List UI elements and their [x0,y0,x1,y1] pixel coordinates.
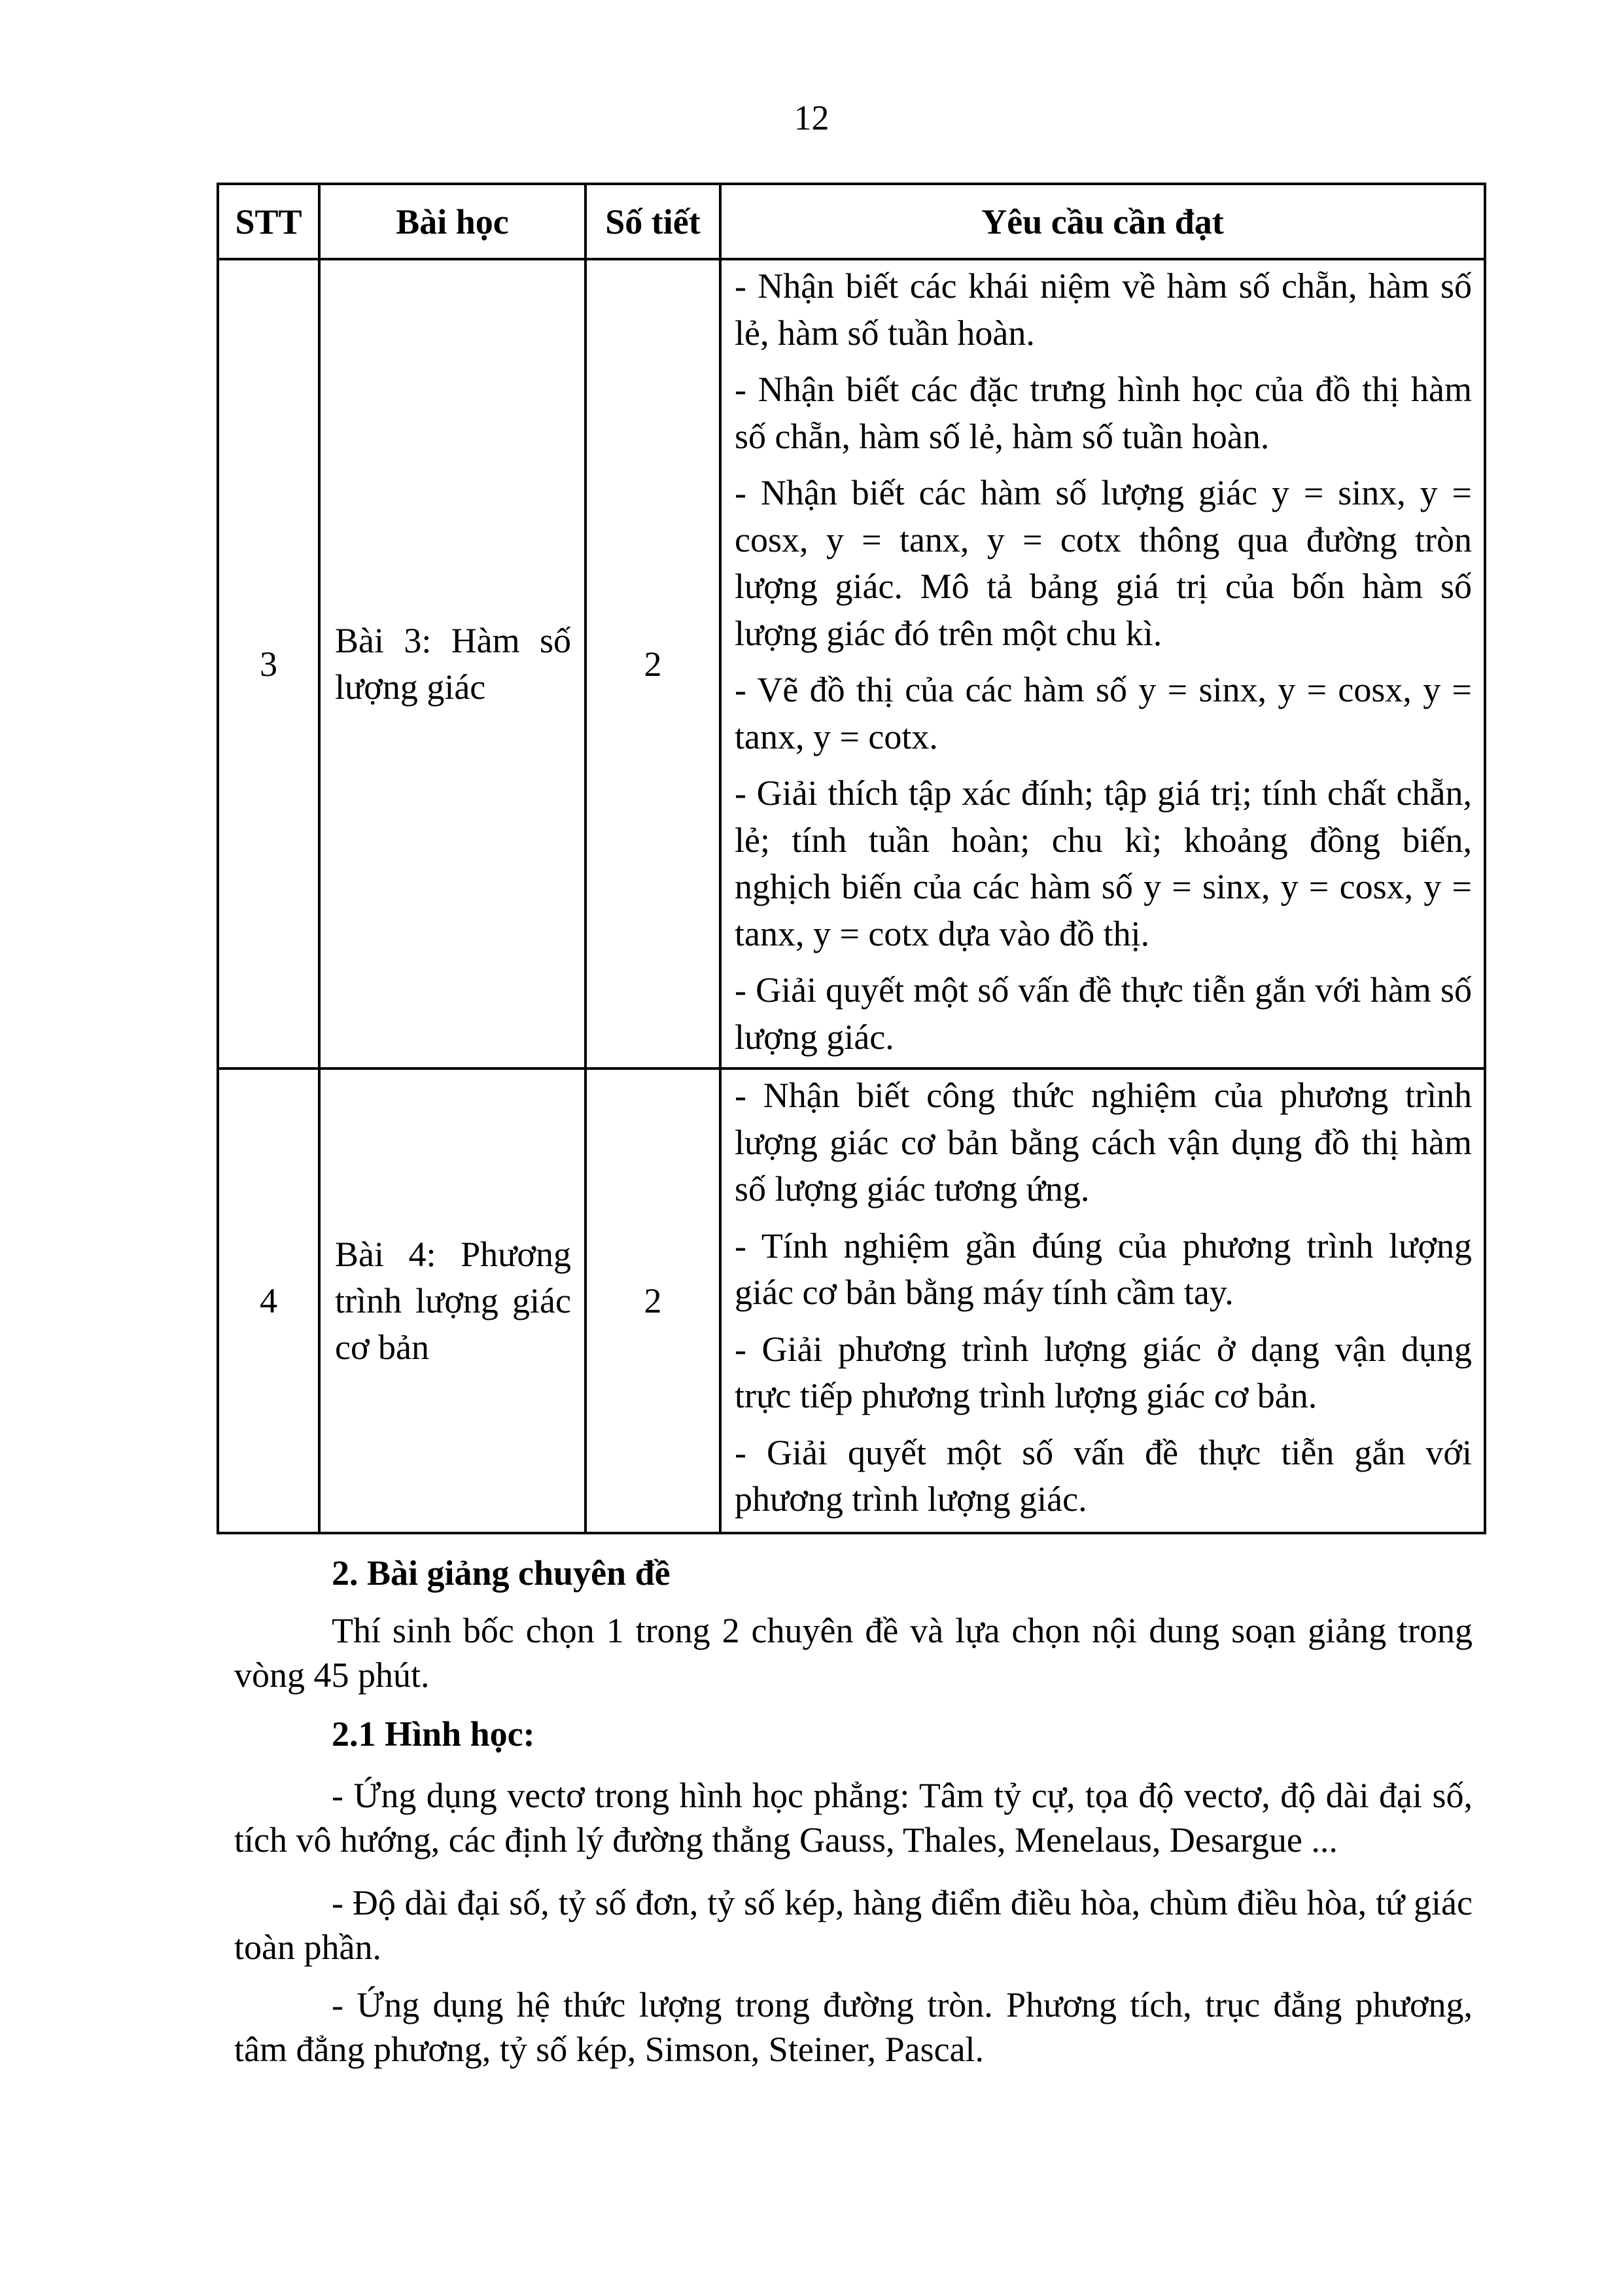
lesson-line: lượng giác [335,667,486,707]
lesson-line: trình lượng giác [335,1280,571,1320]
topic-item: - Ứng dụng hệ thức lượng trong đường tròn. Phương tích, trục đẳng phương, tâm đẳng phương, tỷ số kép, Simson, Steiner, Pascal. [234,1985,1473,2069]
row-requirements [720,259,1485,1069]
header-lesson: Bài học [319,184,585,259]
requirement-item: - Giải phương trình lượng giác ở dạng vận dụng trực tiếp phương trình lượng giác cơ bản. [735,1329,1472,1415]
topic-item: - Ứng dụng vectơ trong hình học phẳng: Tâm tỷ cự, tọa độ vectơ, độ dài đại số, tích vô hướng, các định lý đường thẳng Gauss, Thales, Menelaus, Desargue ... [234,1776,1473,1860]
row-stt: 4 [218,1069,319,1533]
row-periods: 2 [585,1069,720,1533]
section-2 [234,1551,1473,2072]
requirement-item: - Nhận biết công thức nghiệm của phương trình lượng giác cơ bản bằng cách vận dụng đồ thị hàm số lượng giác tương ứng. [735,1076,1472,1209]
page-number: 12 [794,98,829,137]
row-lesson [319,259,585,1069]
lesson-line: Bài 4: Phương [335,1234,571,1274]
lesson-line: cơ bản [335,1327,429,1367]
requirement-item: - Giải quyết một số vấn đề thực tiễn gắn với phương trình lượng giác. [735,1432,1472,1519]
section-heading: 2. Bài giảng chuyên đề [332,1553,671,1593]
requirement-item: - Nhận biết các hàm số lượng giác y = sinx, y = cosx, y = tanx, y = cotx thông qua đường tròn lượng giác. Mô tả bảng giá trị của bốn hàm số lượng giác đó trên một chu kì. [735,473,1472,653]
header-periods: Số tiết [585,184,720,259]
requirement-item: - Vẽ đồ thị của các hàm số y = sinx, y = cosx, y = tanx, y = cotx. [735,670,1472,756]
table-row [218,1069,1485,1533]
requirement-item: - Nhận biết các đặc trưng hình học của đồ thị hàm số chẵn, hàm số lẻ, hàm số tuần hoàn. [735,370,1472,456]
requirement-item: - Giải thích tập xác đính; tập giá trị; tính chất chẵn, lẻ; tính tuần hoàn; chu kì; khoảng đồng biến, nghịch biến của các hàm số y = sinx, y = cosx, y = tanx, y = cotx dựa vào đồ thị. [735,773,1472,953]
row-requirements [720,1069,1485,1533]
requirement-item: - Giải quyết một số vấn đề thực tiễn gắn với hàm số lượng giác. [735,970,1472,1057]
row-periods: 2 [585,259,720,1069]
lesson-table [217,183,1486,1534]
table-header-row [218,184,1485,259]
subsection-heading: 2.1 Hình học: [332,1714,535,1754]
table-row [218,259,1485,1069]
requirement-item: - Tính nghiệm gần đúng của phương trình lượng giác cơ bản bằng máy tính cầm tay. [735,1226,1472,1312]
header-requirements: Yêu cầu cần đạt [720,184,1485,259]
header-stt: STT [218,184,319,259]
row-lesson [319,1069,585,1533]
section-intro: Thí sinh bốc chọn 1 trong 2 chuyên đề và lựa chọn nội dung soạn giảng trong vòng 45 phút. [234,1611,1473,1695]
lesson-line: Bài 3: Hàm số [335,620,571,660]
requirement-item: - Nhận biết các khái niệm về hàm số chẵn, hàm số lẻ, hàm số tuần hoàn. [735,266,1472,353]
row-stt: 3 [218,259,319,1069]
topic-item: - Độ dài đại số, tỷ số đơn, tỷ số kép, hàng điểm điều hòa, chùm điều hòa, tứ giác toàn phần. [234,1883,1473,1967]
